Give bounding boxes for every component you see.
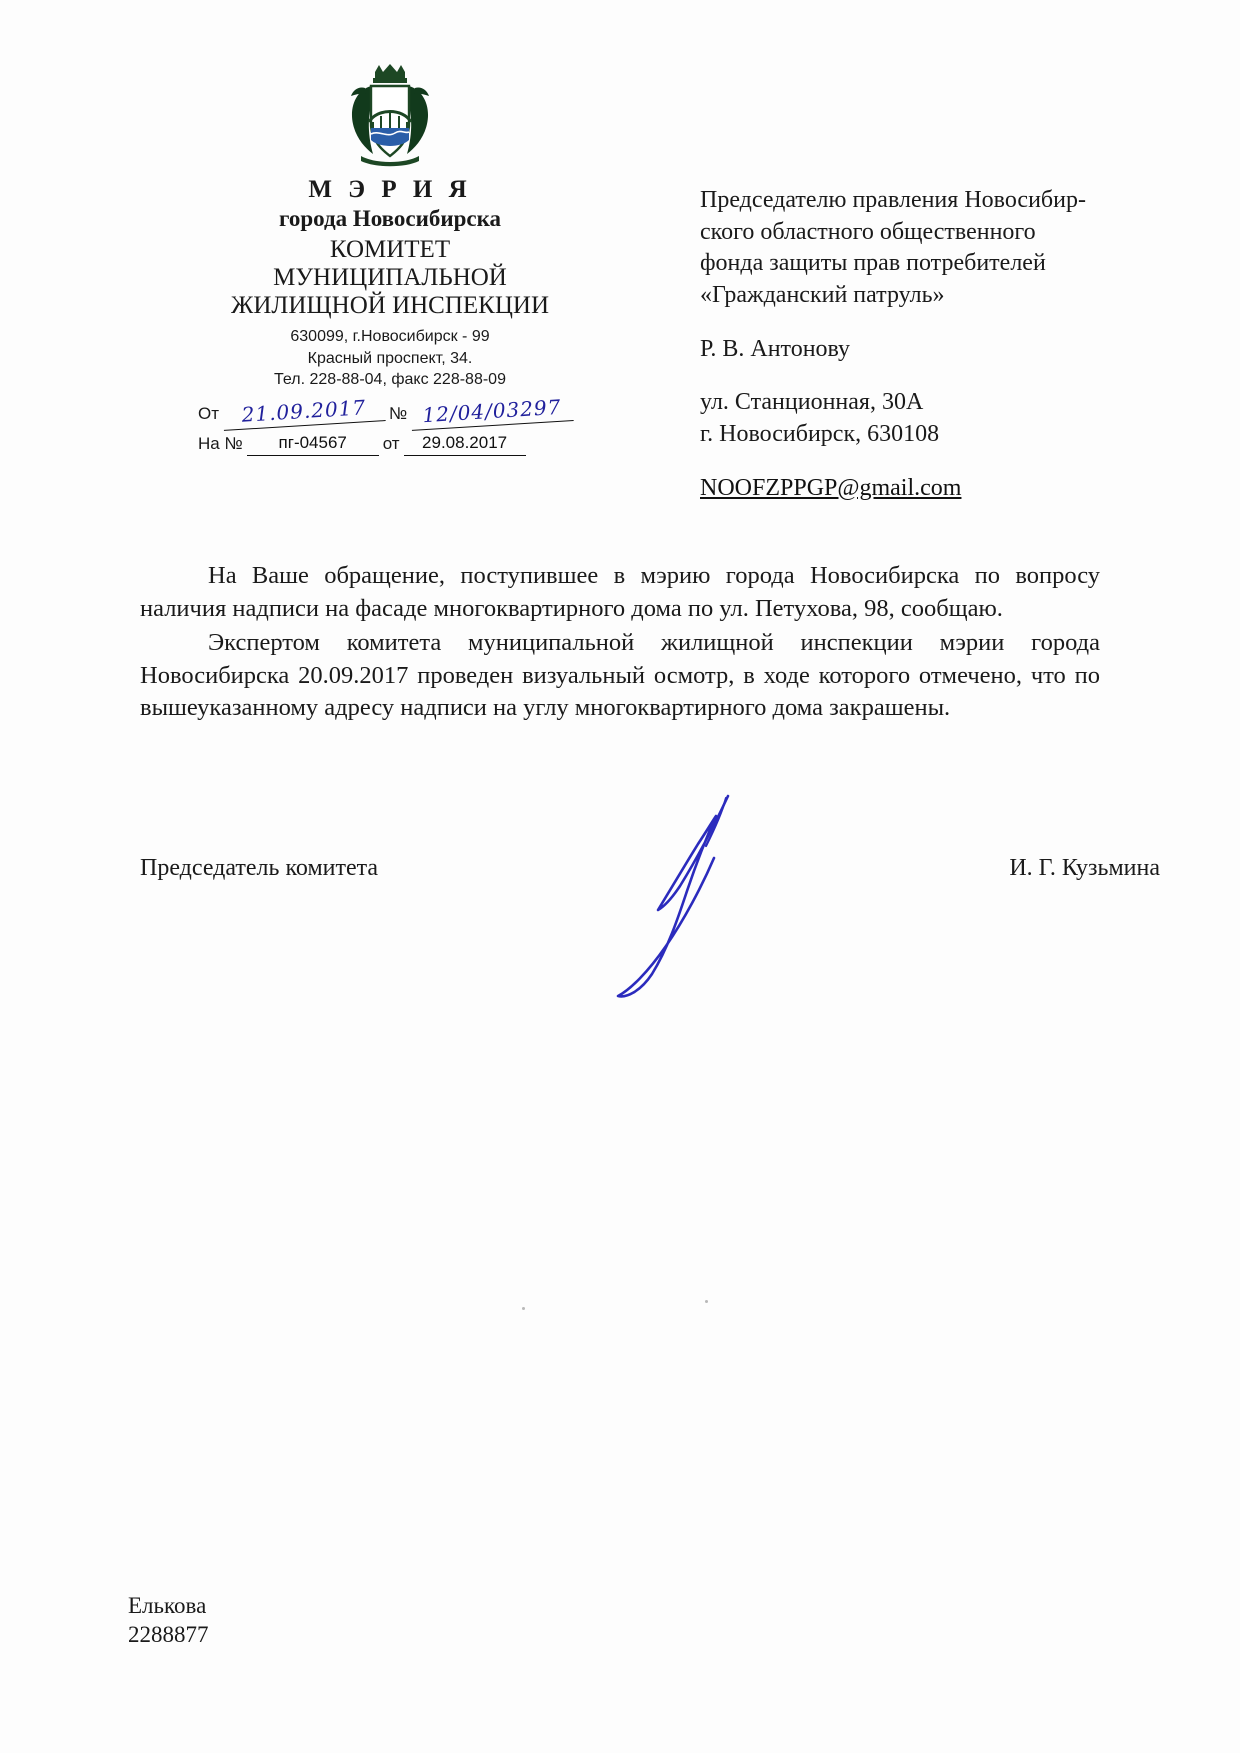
org-title-city: города Новосибирска (278, 206, 502, 231)
letterhead-address (190, 326, 590, 391)
letter-body (140, 560, 1100, 727)
addressee-email[interactable]: NOOFZPPGP@gmail.com (700, 474, 962, 501)
addressee-spacer-2 (700, 365, 1170, 387)
outgoing-number-label: № (389, 403, 408, 423)
letterhead (190, 62, 590, 463)
signer-position: Председатель комитета (140, 855, 379, 881)
addressee-street: ул. Станционная, 30А (700, 389, 924, 416)
signer-name: И. Г. Кузьмина (1009, 855, 1160, 881)
incoming-date-label: от (382, 433, 400, 453)
incoming-number-value: пг-04567 (247, 433, 379, 456)
body-paragraph-1: На Ваше обращение, поступившее в мэрию города Новосибирска по вопросу наличия надписи на фасаде многоквартирного дома по ул. Петухова, 98, сообщаю. (140, 562, 1100, 622)
handwritten-signature-icon (610, 790, 790, 1000)
paper-speck (705, 1300, 708, 1303)
registration-block (190, 394, 590, 456)
paper-speck (522, 1307, 525, 1310)
org-title-inspection: ЖИЛИЩНОЙ ИНСПЕКЦИИ (230, 292, 550, 319)
address-line-2: Красный проспект, 34. (307, 349, 473, 367)
addressee-block (700, 185, 1170, 504)
org-title-committee: КОМИТЕТ (329, 236, 451, 263)
addressee-line-3: фонда защиты прав потребителей (700, 250, 1046, 277)
addressee-city: г. Новосибирск, 630108 (700, 421, 940, 448)
org-title-mayoralty: М Э Р И Я (308, 176, 472, 203)
registration-incoming-row (198, 433, 590, 456)
executor-block (128, 1592, 209, 1650)
addressee-line-1: Председателю правления Новосибир- (700, 187, 1086, 213)
addressee-spacer-3 (700, 451, 1170, 473)
addressee-line-4: «Гражданский патруль» (700, 282, 945, 309)
addressee-line-2: ского областного общественного (700, 218, 1036, 245)
org-title-municipal: МУНИЦИПАЛЬНОЙ (273, 264, 507, 291)
incoming-date-value: 29.08.2017 (404, 433, 526, 456)
addressee-name: Р. В. Антонову (700, 335, 851, 362)
addressee-spacer-1 (700, 312, 1170, 334)
address-line-1: 630099, г.Новосибирск - 99 (290, 328, 490, 345)
address-line-3: Тел. 228-88-04, факс 228-88-09 (274, 371, 506, 389)
executor-name: Елькова (128, 1593, 207, 1618)
executor-phone: 2288877 (128, 1621, 209, 1647)
outgoing-number-value: 12/04/03297 (411, 394, 574, 431)
signature-row (140, 855, 1160, 882)
incoming-number-label: На № (198, 433, 243, 453)
outgoing-date-value: 21.09.2017 (222, 394, 385, 431)
body-paragraph-2: Экспертом комитета муниципальной жилищной инспекции мэрии города Новосибирска 20.09.2017 проведен визуальный осмотр, в ходе которого отмечено, что по вышеуказанному адресу надписи на углу многоквартирного дома закрашены. (140, 629, 1100, 722)
coat-of-arms-icon (335, 62, 445, 170)
registration-outgoing-row (198, 394, 590, 428)
outgoing-date-label: От (198, 403, 220, 423)
